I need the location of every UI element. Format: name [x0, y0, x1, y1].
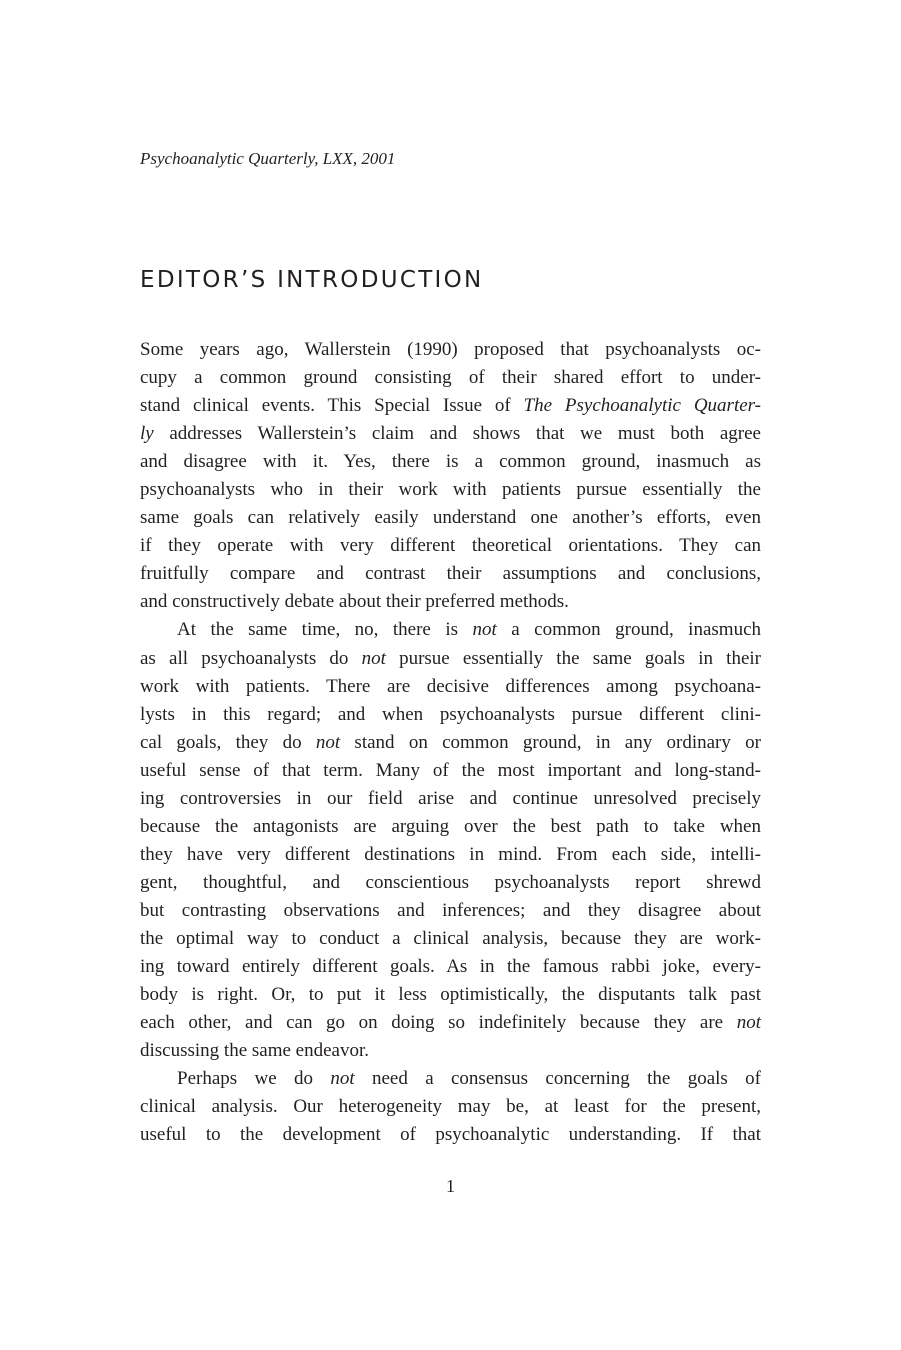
text-line: if they operate with very different theoretical orientations. They can — [140, 535, 761, 557]
paragraph — [140, 1065, 761, 1149]
article-title: EDITOR’S INTRODUCTION — [140, 267, 484, 293]
text-line: ing controversies in our field arise and continue unresolved precisely — [140, 787, 761, 809]
text-line: fruitfully compare and contrast their assumptions and conclusions, — [140, 563, 761, 585]
text-line: the optimal way to conduct a clinical analysis, because they are work- — [140, 927, 761, 949]
text-line: useful to the development of psychoanalytic understanding. If that — [140, 1124, 761, 1146]
text-line: useful sense of that term. Many of the most important and long-stand- — [140, 759, 761, 781]
text-line: cupy a common ground consisting of their shared effort to under- — [140, 367, 761, 389]
text-line: gent, thoughtful, and conscientious psychoanalysts report shrewd — [140, 871, 761, 893]
text-line: stand clinical events. This Special Issue of The Psychoanalytic Quarter- — [140, 395, 761, 417]
text-line: Perhaps we do not need a consensus concerning the goals of — [177, 1068, 761, 1090]
paragraph — [140, 336, 761, 616]
text-line: ly addresses Wallerstein’s claim and shows that we must both agree — [140, 423, 761, 445]
text-line: each other, and can go on doing so indefinitely because they are not — [140, 1012, 761, 1034]
text-line: work with patients. There are decisive differences among psychoana- — [140, 675, 761, 697]
text-line: and disagree with it. Yes, there is a common ground, inasmuch as — [140, 451, 761, 473]
text-line: At the same time, no, there is not a common ground, inasmuch — [177, 619, 761, 641]
text-line: same goals can relatively easily understand one another’s efforts, even — [140, 507, 761, 529]
text-line: cal goals, they do not stand on common ground, in any ordinary or — [140, 731, 761, 753]
text-line: lysts in this regard; and when psychoanalysts pursue different clini- — [140, 703, 761, 725]
text-line: discussing the same endeavor. — [140, 1040, 370, 1062]
running-head: Psychoanalytic Quarterly, LXX, 2001 — [140, 149, 396, 168]
text-line: but contrasting observations and inferences; and they disagree about — [140, 899, 761, 921]
text-line: and constructively debate about their preferred methods. — [140, 591, 569, 613]
text-line: ing toward entirely different goals. As in the famous rabbi joke, every- — [140, 956, 761, 978]
text-line: psychoanalysts who in their work with patients pursue essentially the — [140, 479, 761, 501]
text-line: clinical analysis. Our heterogeneity may be, at least for the present, — [140, 1096, 761, 1118]
paragraph — [140, 616, 761, 1065]
text-line: Some years ago, Wallerstein (1990) proposed that psychoanalysts oc- — [140, 339, 761, 360]
text-line: because the antagonists are arguing over the best path to take when — [140, 815, 761, 837]
article-body — [140, 336, 761, 1149]
text-line: body is right. Or, to put it less optimistically, the disputants talk past — [140, 984, 761, 1006]
text-line: as all psychoanalysts do not pursue essentially the same goals in their — [140, 647, 762, 669]
text-line: they have very different destinations in mind. From each side, intelli- — [140, 843, 761, 865]
page-number: 1 — [446, 1176, 455, 1196]
